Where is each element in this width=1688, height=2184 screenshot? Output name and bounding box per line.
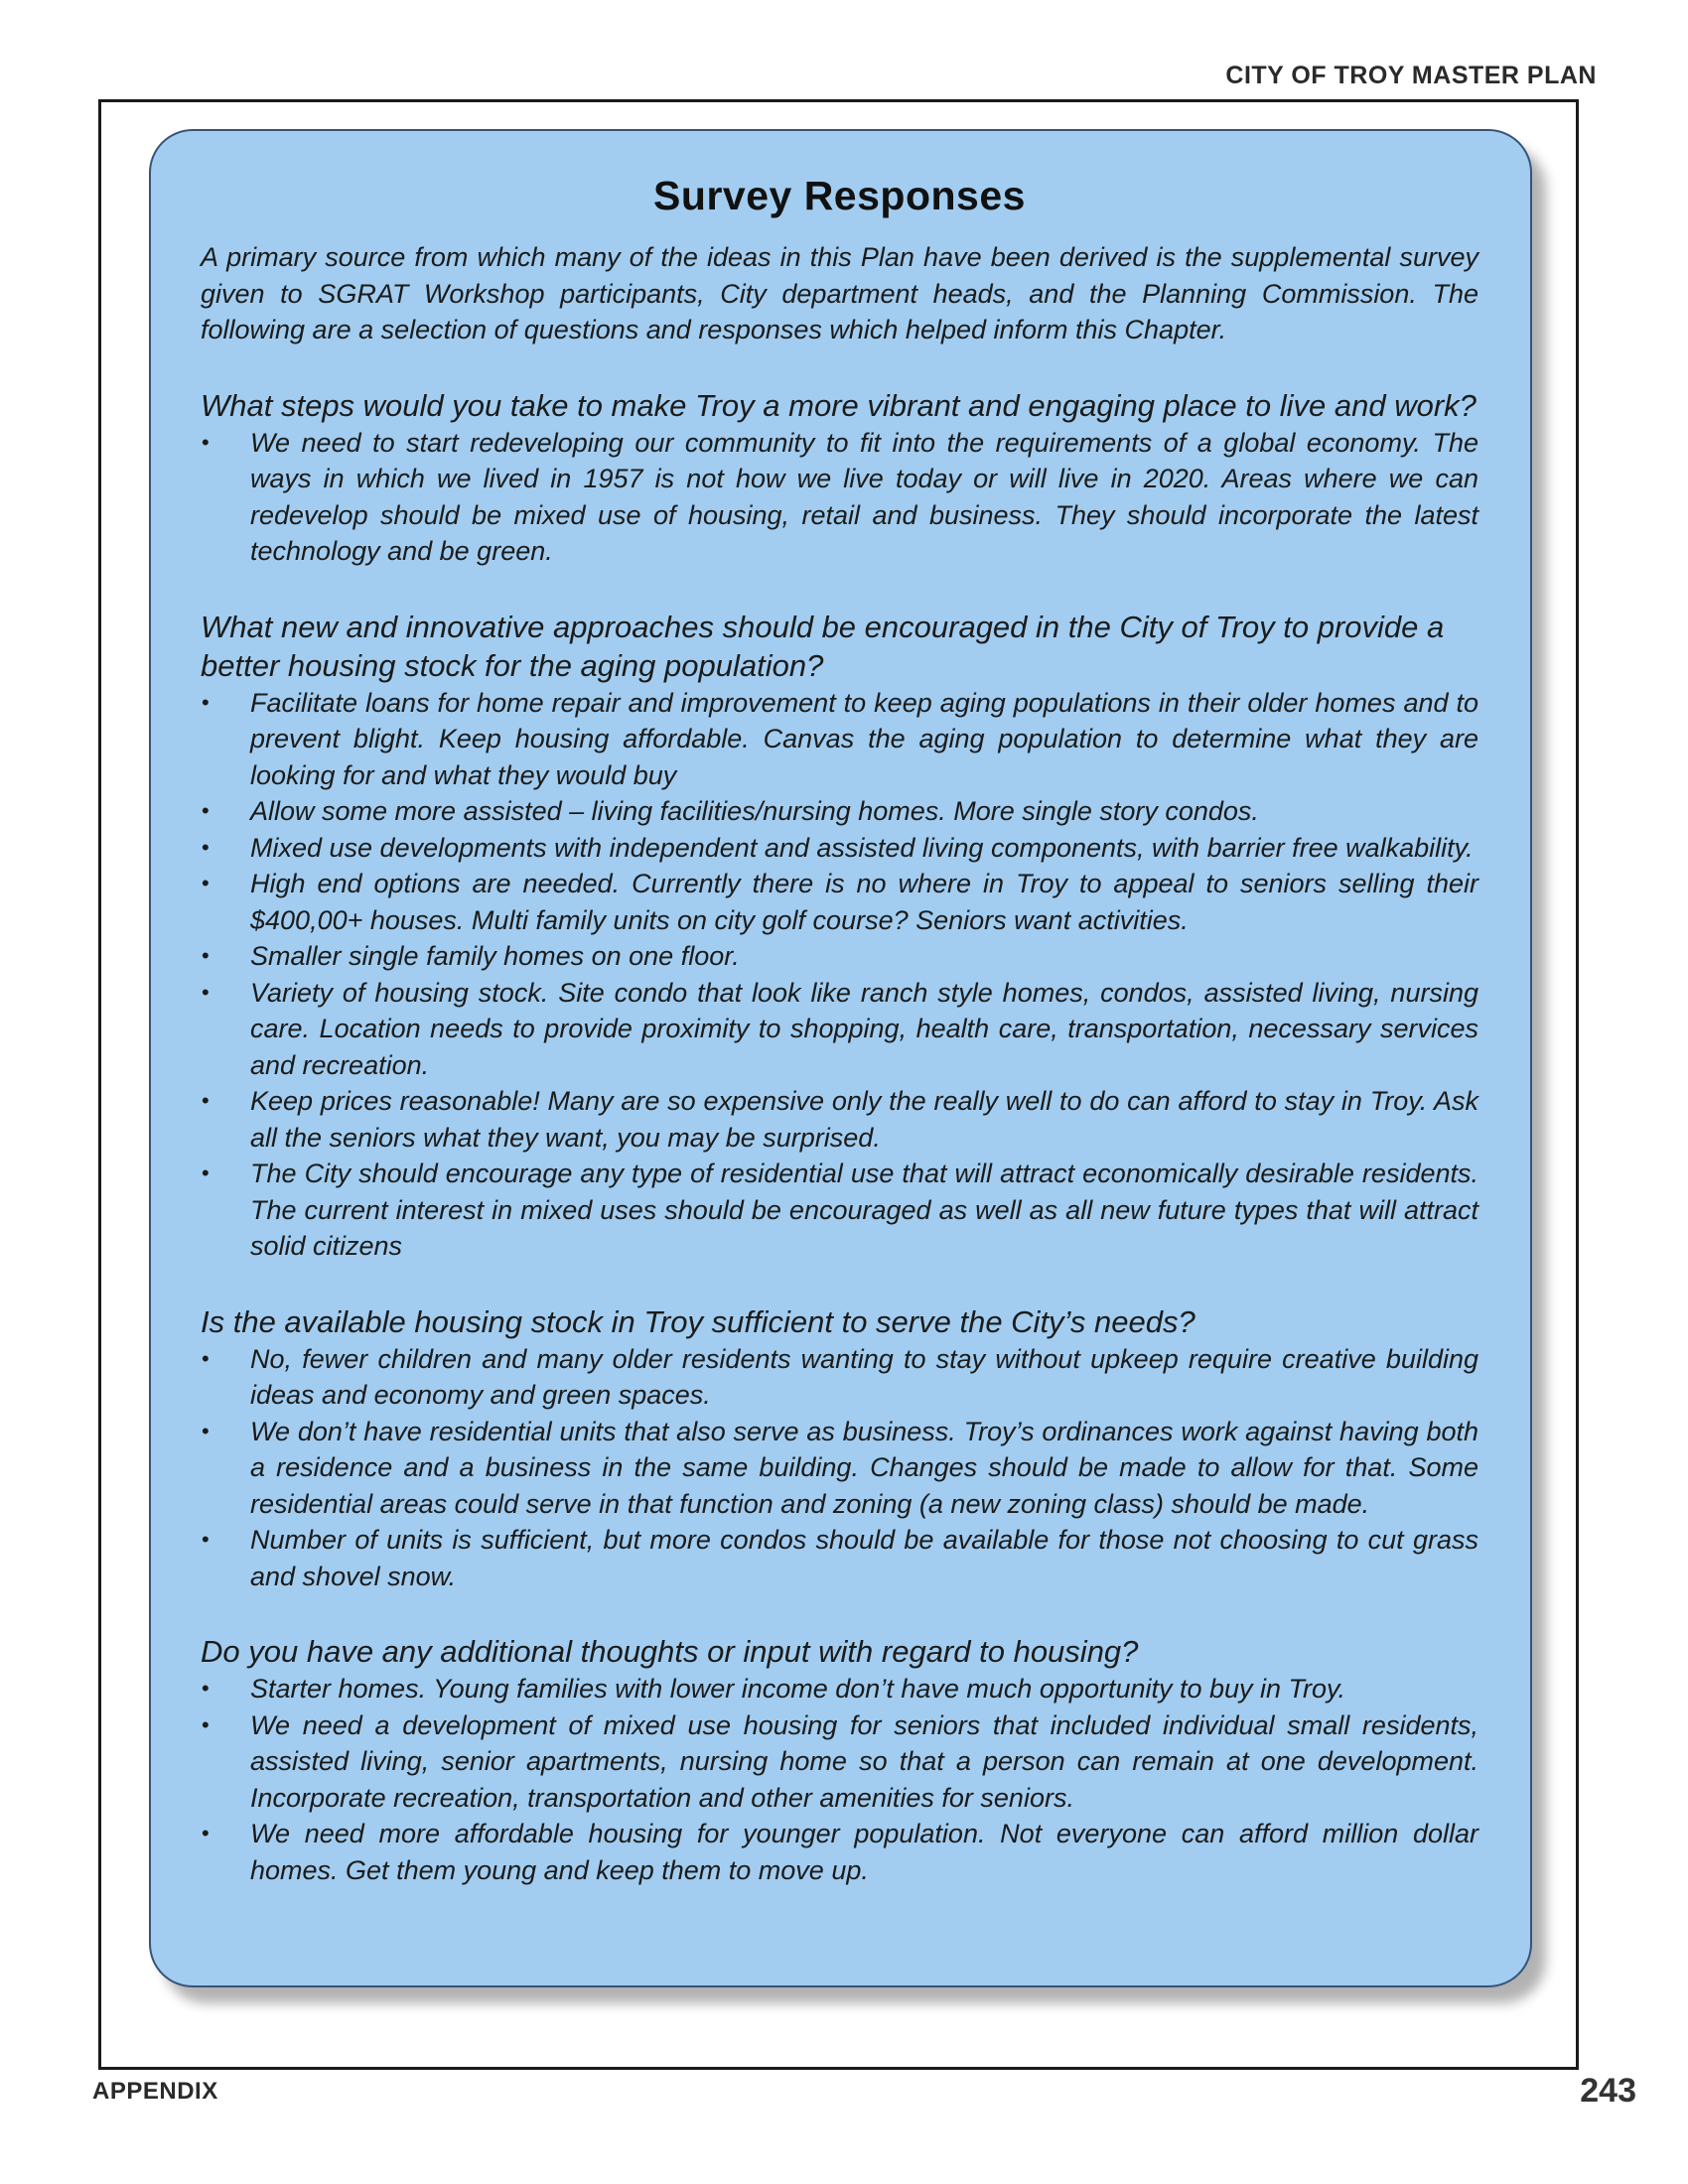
answer-text: Number of units is sufficient, but more condos should be available for those not choosing to cut grass and shovel snow.	[250, 1525, 1478, 1591]
intro-paragraph: A primary source from which many of the ideas in this Plan have been derived is the supplemental survey given to SGRAT Workshop participants, City department heads, and the Planning Commission. The following are a selection of questions and responses which helped inform this Chapter.	[201, 242, 1478, 344]
answer-item	[201, 685, 1478, 794]
answer-item	[201, 975, 1478, 1084]
survey-panel	[149, 129, 1532, 1987]
survey-sections	[201, 386, 1478, 1889]
answer-text: Allow some more assisted – living facilities/nursing homes. More single story condos.	[250, 796, 1259, 826]
running-header: CITY OF TROY MASTER PLAN	[1225, 62, 1597, 89]
bullet-icon: •	[202, 834, 210, 860]
answer-text: Facilitate loans for home repair and improvement to keep aging populations in their older homes and to prevent blight. Keep housing affordable. Canvas the aging population to determine what they are looking for and what they would buy	[250, 687, 1478, 790]
survey-question: Do you have any additional thoughts or input with regard to housing?	[201, 1634, 1139, 1669]
answer-item	[201, 1414, 1478, 1523]
answer-item	[201, 938, 1478, 975]
footer-section-label: APPENDIX	[92, 2078, 218, 2105]
answer-text: Smaller single family homes on one floor.	[250, 941, 740, 971]
bullet-icon: •	[202, 689, 210, 715]
answer-text: Starter homes. Young families with lower income don’t have much opportunity to buy in Troy.	[250, 1674, 1346, 1704]
answer-list	[201, 1341, 1478, 1595]
answer-text: The City should encourage any type of residential use that will attract economically desirable residents. The current interest in mixed uses should be encouraged as well as all new future types that will attract solid citizens	[250, 1159, 1478, 1261]
answer-text: Variety of housing stock. Site condo that look like ranch style homes, condos, assisted living, nursing care. Location needs to provide proximity to shopping, health care, transportation, necessary services and recreation.	[250, 977, 1478, 1080]
answer-text: We need more affordable housing for younger population. Not everyone can afford million dollar homes. Get them young and keep them to move up.	[250, 1819, 1478, 1885]
answer-item	[201, 425, 1478, 570]
bullet-icon: •	[202, 1345, 210, 1371]
bullet-icon: •	[202, 943, 210, 968]
bullet-icon: •	[202, 1418, 210, 1443]
panel-title: Survey Responses	[653, 173, 1026, 218]
answer-list	[201, 685, 1478, 1265]
answer-item	[201, 1671, 1478, 1707]
bullet-icon: •	[202, 798, 210, 823]
bullet-icon: •	[202, 1527, 210, 1552]
answer-item	[201, 1816, 1478, 1888]
bullet-icon: •	[202, 1821, 210, 1845]
answer-text: We don’t have residential units that also serve as business. Troy’s ordinances work against having both a residence and a business in the same building. Changes should be made to allow for that. Some residential areas could serve in that function and zoning (a new zoning class) should be made.	[250, 1416, 1478, 1519]
answer-item	[201, 1341, 1478, 1414]
bullet-icon: •	[202, 979, 210, 1005]
survey-question: What steps would you take to make Troy a more vibrant and engaging place to live and work?	[201, 387, 1477, 423]
answer-item	[201, 1707, 1478, 1817]
answer-item	[201, 793, 1478, 830]
answer-item	[201, 1083, 1478, 1156]
bullet-icon: •	[202, 429, 210, 455]
answer-item	[201, 1522, 1478, 1594]
answer-text: High end options are needed. Currently there is no where in Troy to appeal to seniors selling their $400,00+ houses. Multi family units on city golf course? Seniors want activities.	[250, 869, 1478, 935]
bullet-icon: •	[202, 871, 210, 895]
answer-item	[201, 830, 1478, 867]
bullet-icon: •	[202, 1160, 210, 1185]
survey-question: What new and innovative approaches should be encouraged in the City of Troy to provide a better housing stock for the aging population?	[201, 609, 1445, 683]
answer-text: Keep prices reasonable! Many are so expensive only the really well to do can afford to stay in Troy. Ask all the seniors what they want, you may be surprised.	[250, 1086, 1478, 1153]
bullet-icon: •	[202, 1711, 210, 1737]
answer-item	[201, 866, 1478, 938]
answer-text: We need a development of mixed use housing for seniors that included individual small residents, assisted living, senior apartments, nursing home so that a person can remain at one development. Incorporate recreation, transportation and other amenities for seniors.	[250, 1709, 1478, 1813]
answer-list	[201, 425, 1478, 570]
survey-question: Is the available housing stock in Troy sufficient to serve the City’s needs?	[201, 1303, 1196, 1339]
answer-text: Mixed use developments with independent and assisted living components, with barrier free walkability.	[250, 832, 1474, 863]
page-number: 243	[1580, 2072, 1636, 2110]
answer-text: We need to start redeveloping our community to fit into the requirements of a global economy. The ways in which we lived in 1957 is not how we live today or will live in 2020. Areas where we can redevelop should be mixed use of housing, retail and business. They should incorporate the latest technology and be green.	[250, 427, 1478, 566]
bullet-icon: •	[202, 1088, 210, 1113]
answer-list	[201, 1671, 1478, 1888]
answer-item	[201, 1156, 1478, 1265]
answer-text: No, fewer children and many older residents wanting to stay without upkeep require creative building ideas and economy and green spaces.	[250, 1343, 1478, 1410]
bullet-icon: •	[202, 1676, 210, 1701]
